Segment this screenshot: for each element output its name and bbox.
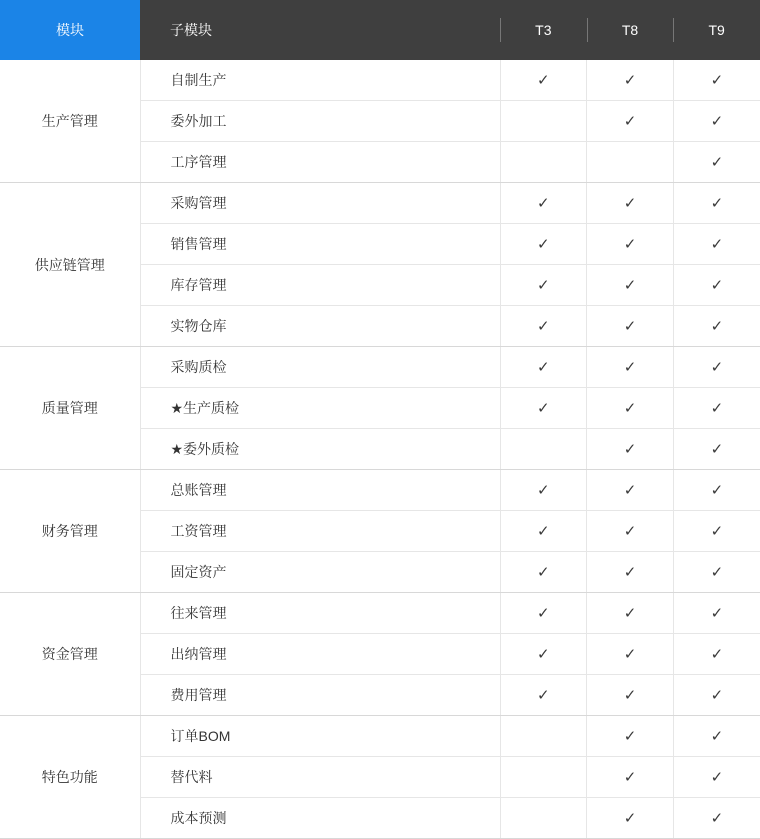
submodule-cell: 总账管理 (140, 470, 500, 511)
tier-cell-supported (500, 183, 587, 224)
tier-cell-supported (673, 60, 760, 101)
check-icon: ✓ (623, 810, 637, 827)
tier-cell-supported (587, 675, 674, 716)
tier-cell-supported (587, 552, 674, 593)
tier-cell-supported (587, 265, 674, 306)
tier-cell-supported (500, 593, 587, 634)
submodule-cell: 出纳管理 (140, 634, 500, 675)
tier-cell-supported (673, 470, 760, 511)
check-icon: ✓ (623, 318, 637, 335)
check-icon: ✓ (623, 113, 637, 130)
tier-cell-supported (587, 183, 674, 224)
submodule-cell: 库存管理 (140, 265, 500, 306)
tier-cell-supported (587, 716, 674, 757)
submodule-cell: 费用管理 (140, 675, 500, 716)
header-module: 模块 (0, 0, 140, 60)
tier-cell-empty (500, 429, 587, 470)
submodule-cell: ★委外质检 (140, 429, 500, 470)
check-icon: ✓ (537, 318, 550, 335)
check-icon: ✓ (537, 72, 550, 89)
check-icon: ✓ (537, 482, 550, 499)
tier-cell-supported (587, 101, 674, 142)
check-icon: ✓ (710, 687, 724, 704)
table-row (0, 347, 760, 388)
tier-cell-supported (587, 798, 674, 839)
tier-cell-supported (587, 60, 674, 101)
table-row (0, 60, 760, 101)
module-cell: 特色功能 (0, 716, 140, 839)
check-icon: ✓ (623, 236, 637, 253)
check-icon: ✓ (623, 728, 637, 745)
check-icon: ✓ (710, 564, 724, 581)
check-icon: ✓ (623, 72, 637, 89)
submodule-cell: 采购管理 (140, 183, 500, 224)
check-icon: ✓ (537, 564, 550, 581)
submodule-cell: ★生产质检 (140, 388, 500, 429)
tier-cell-supported (500, 552, 587, 593)
check-icon: ✓ (710, 318, 724, 335)
submodule-cell: 实物仓库 (140, 306, 500, 347)
tier-cell-supported (673, 429, 760, 470)
check-icon: ✓ (623, 605, 637, 622)
tier-cell-supported (587, 388, 674, 429)
tier-cell-supported (500, 388, 587, 429)
tier-cell-supported (673, 183, 760, 224)
check-icon: ✓ (537, 195, 550, 212)
tier-cell-supported (500, 470, 587, 511)
tier-cell-supported (500, 675, 587, 716)
tier-cell-supported (587, 757, 674, 798)
module-cell: 供应链管理 (0, 183, 140, 347)
check-icon: ✓ (623, 400, 637, 417)
check-icon: ✓ (710, 523, 724, 540)
tier-cell-supported (587, 306, 674, 347)
submodule-cell: 自制生产 (140, 60, 500, 101)
check-icon: ✓ (623, 687, 637, 704)
tier-cell-supported (673, 224, 760, 265)
check-icon: ✓ (623, 277, 637, 294)
tier-cell-supported (587, 347, 674, 388)
check-icon: ✓ (710, 236, 724, 253)
tier-cell-supported (587, 593, 674, 634)
tier-cell-supported (587, 511, 674, 552)
check-icon: ✓ (710, 113, 724, 130)
check-icon: ✓ (623, 441, 637, 458)
check-icon: ✓ (710, 441, 724, 458)
check-icon: ✓ (623, 482, 637, 499)
check-icon: ✓ (537, 400, 550, 417)
check-icon: ✓ (623, 195, 637, 212)
tier-cell-supported (500, 306, 587, 347)
table-row (0, 593, 760, 634)
check-icon: ✓ (710, 195, 724, 212)
tier-cell-supported (673, 306, 760, 347)
tier-cell-supported (500, 265, 587, 306)
table-row (0, 716, 760, 757)
table-row (0, 470, 760, 511)
module-cell: 财务管理 (0, 470, 140, 593)
submodule-cell: 销售管理 (140, 224, 500, 265)
check-icon: ✓ (710, 277, 724, 294)
check-icon: ✓ (537, 236, 550, 253)
check-icon: ✓ (710, 646, 724, 663)
submodule-cell: 采购质检 (140, 347, 500, 388)
tier-cell-empty (500, 142, 587, 183)
check-icon: ✓ (710, 482, 724, 499)
tier-cell-supported (673, 388, 760, 429)
tier-cell-supported (673, 757, 760, 798)
check-icon: ✓ (710, 769, 724, 786)
tier-cell-supported (500, 634, 587, 675)
check-icon: ✓ (710, 154, 724, 171)
tier-cell-supported (587, 429, 674, 470)
header-row (0, 0, 760, 60)
tier-cell-supported (673, 101, 760, 142)
tier-cell-supported (500, 511, 587, 552)
check-icon: ✓ (710, 400, 724, 417)
check-icon: ✓ (623, 359, 637, 376)
header-tier-t3: T3 (500, 0, 587, 60)
tier-cell-supported (673, 347, 760, 388)
tier-cell-supported (673, 142, 760, 183)
tier-cell-supported (587, 470, 674, 511)
tier-cell-supported (673, 634, 760, 675)
submodule-cell: 成本预测 (140, 798, 500, 839)
tier-cell-supported (673, 798, 760, 839)
submodule-cell: 替代料 (140, 757, 500, 798)
check-icon: ✓ (710, 72, 724, 89)
tier-cell-supported (673, 593, 760, 634)
check-icon: ✓ (537, 605, 550, 622)
submodule-cell: 订单BOM (140, 716, 500, 757)
check-icon: ✓ (623, 523, 637, 540)
check-icon: ✓ (710, 810, 724, 827)
tier-cell-supported (500, 224, 587, 265)
table-header (0, 0, 760, 60)
tier-cell-supported (673, 511, 760, 552)
check-icon: ✓ (537, 277, 550, 294)
tier-cell-supported (673, 265, 760, 306)
check-icon: ✓ (623, 646, 637, 663)
check-icon: ✓ (537, 646, 550, 663)
check-icon: ✓ (623, 564, 637, 581)
submodule-cell: 往来管理 (140, 593, 500, 634)
check-icon: ✓ (537, 687, 550, 704)
check-icon: ✓ (537, 523, 550, 540)
tier-cell-supported (500, 347, 587, 388)
tier-cell-supported (500, 60, 587, 101)
submodule-cell: 工资管理 (140, 511, 500, 552)
submodule-cell: 固定资产 (140, 552, 500, 593)
tier-cell-empty (500, 716, 587, 757)
check-icon: ✓ (710, 359, 724, 376)
tier-cell-supported (587, 634, 674, 675)
tier-cell-supported (673, 675, 760, 716)
tier-cell-empty (587, 142, 674, 183)
tier-cell-supported (673, 552, 760, 593)
tier-cell-empty (500, 798, 587, 839)
submodule-cell: 委外加工 (140, 101, 500, 142)
header-tier-t9: T9 (673, 0, 760, 60)
header-tier-t8: T8 (587, 0, 674, 60)
submodule-cell: 工序管理 (140, 142, 500, 183)
module-cell: 生产管理 (0, 60, 140, 183)
tier-cell-supported (587, 224, 674, 265)
tier-cell-empty (500, 101, 587, 142)
module-cell: 资金管理 (0, 593, 140, 716)
tier-cell-empty (500, 757, 587, 798)
check-icon: ✓ (537, 359, 550, 376)
table-row (0, 183, 760, 224)
module-cell: 质量管理 (0, 347, 140, 470)
tier-cell-supported (673, 716, 760, 757)
table-body (0, 60, 760, 839)
header-submodule: 子模块 (140, 0, 500, 60)
check-icon: ✓ (710, 728, 724, 745)
check-icon: ✓ (623, 769, 637, 786)
check-icon: ✓ (710, 605, 724, 622)
